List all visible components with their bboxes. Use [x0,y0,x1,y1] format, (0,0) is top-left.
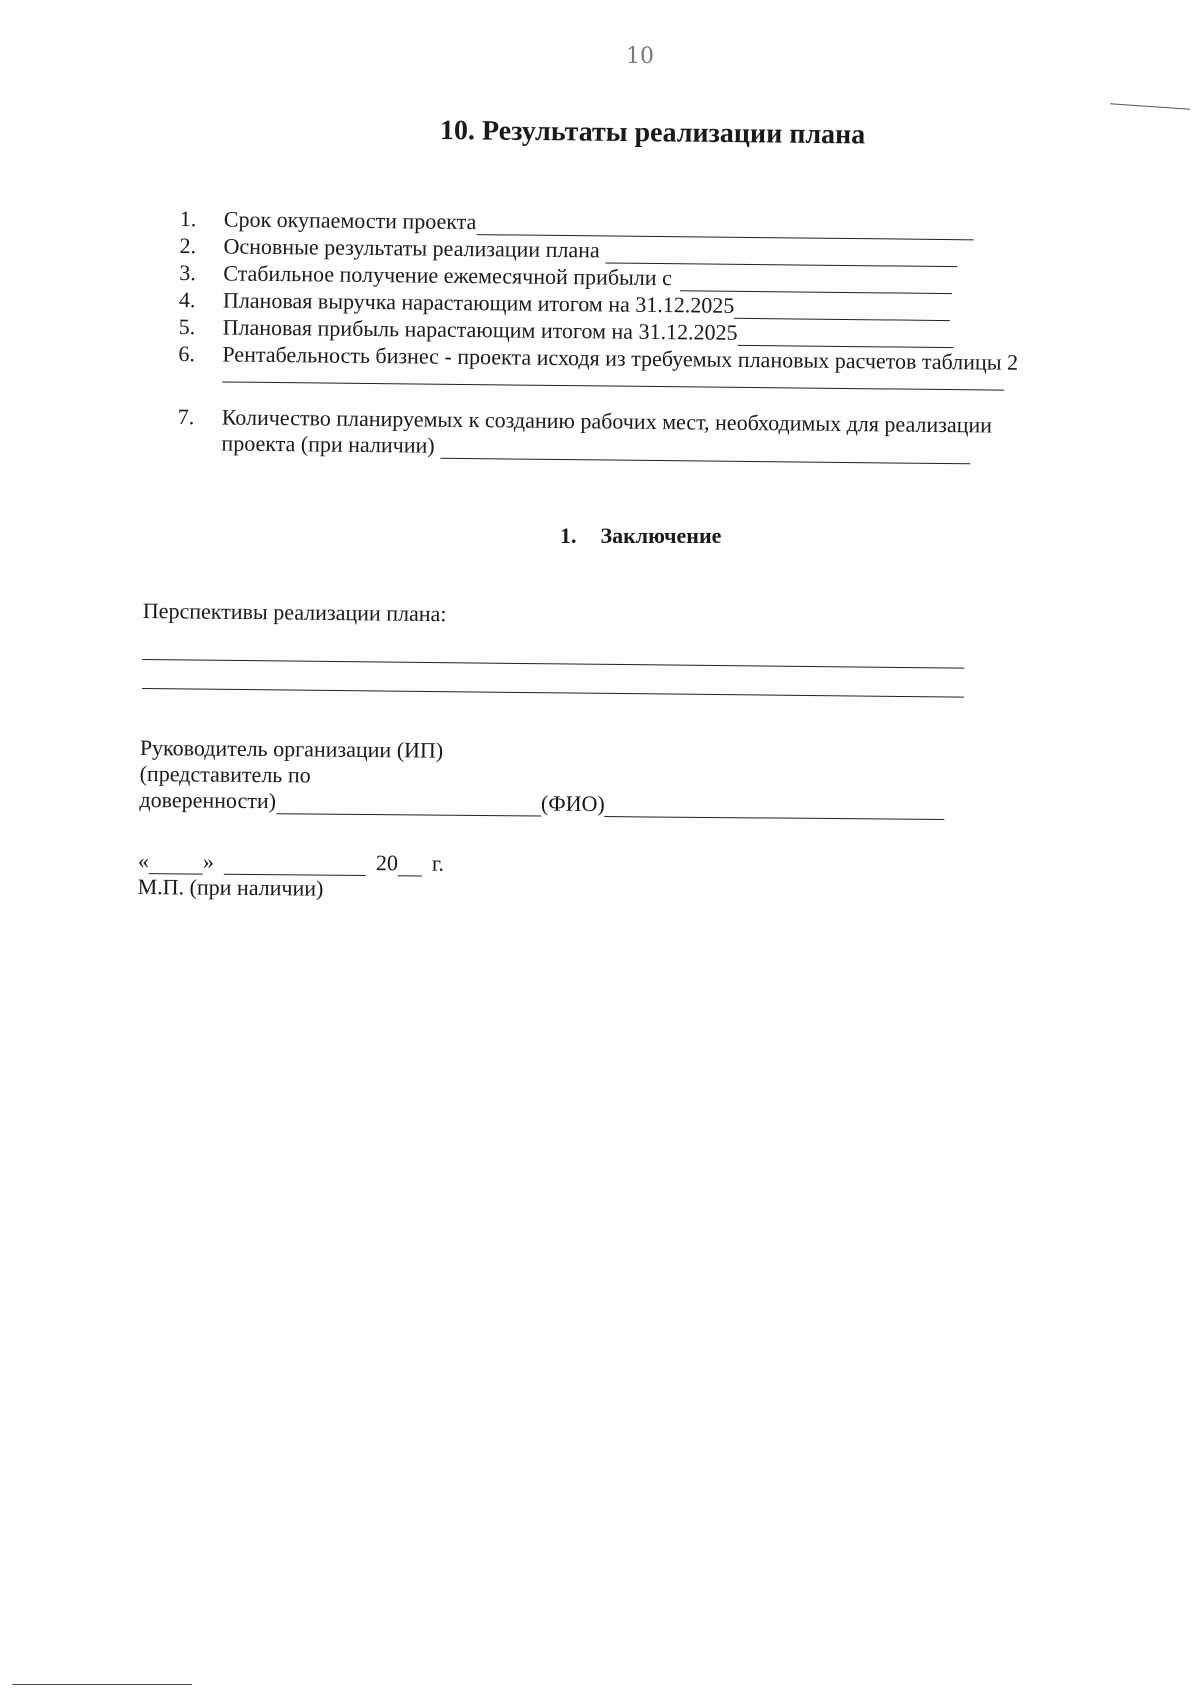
section-title: 10. Результаты реализации плана [439,115,866,151]
month-line[interactable] [224,854,366,876]
quote-close: » [202,848,214,874]
item-text: Стабильное получение ежемесячной прибыли с [223,260,673,291]
year-prefix: 20 [375,850,398,876]
item-number: 6. [178,340,196,367]
list-item [177,404,1097,466]
year-suffix: г. [431,850,445,876]
item-text: Рентабельность бизнес - проекта исходя из требуемых плановых расчетов таблицы 2 [222,341,1019,375]
fill-line[interactable] [441,438,971,465]
conclusion-title: Заключение [600,523,722,548]
fio-label: (ФИО) [540,790,605,817]
page-number: 10 [626,44,654,69]
item-text: Плановая прибыль нарастающим итогом на 31.12.2025 [222,314,738,345]
item-number: 3. [179,259,196,286]
year-line[interactable] [398,855,422,876]
item-number: 5. [178,313,196,340]
fill-line[interactable] [606,242,958,267]
conclusion-number: 1. [560,523,577,548]
item-text: Количество планируемых к созданию рабочих мест, необходимых для реализации [221,404,993,438]
results-list [177,205,1100,466]
fill-line[interactable] [734,298,950,321]
fill-line[interactable] [680,270,952,294]
prospects-block [142,598,983,698]
fill-line[interactable] [142,687,964,698]
item-number: 1. [179,205,197,232]
item-text-continued: проекта (при наличии) [221,430,435,458]
item-number: 2. [179,232,197,259]
stamp-label: М.П. (при наличии) [137,873,324,901]
signature-label: Руководитель организации (ИП) [139,735,444,763]
scan-mark-top-right [1110,103,1190,110]
fio-line[interactable] [605,796,945,820]
fill-line[interactable] [142,658,964,669]
scan-mark-bottom-left [12,1684,192,1685]
fill-line[interactable] [737,325,953,348]
conclusion-heading [560,523,721,549]
item-text: Плановая выручка нарастающим итогом на 31.12.2025 [222,287,735,318]
item-text: Срок окупаемости проекта [223,206,477,235]
date-block [138,848,444,903]
signature-block [139,735,945,820]
prospects-label: Перспективы реализации плана: [142,598,447,627]
signature-line[interactable] [276,793,541,816]
day-line[interactable] [149,853,203,874]
signature-label: доверенности) [139,786,277,814]
signature-label: (представитель по [139,760,311,788]
quote-open: « [137,848,149,874]
item-number: 4. [178,286,196,313]
item-text: Основные результаты реализации плана [223,233,600,263]
item-number: 7. [177,403,195,430]
